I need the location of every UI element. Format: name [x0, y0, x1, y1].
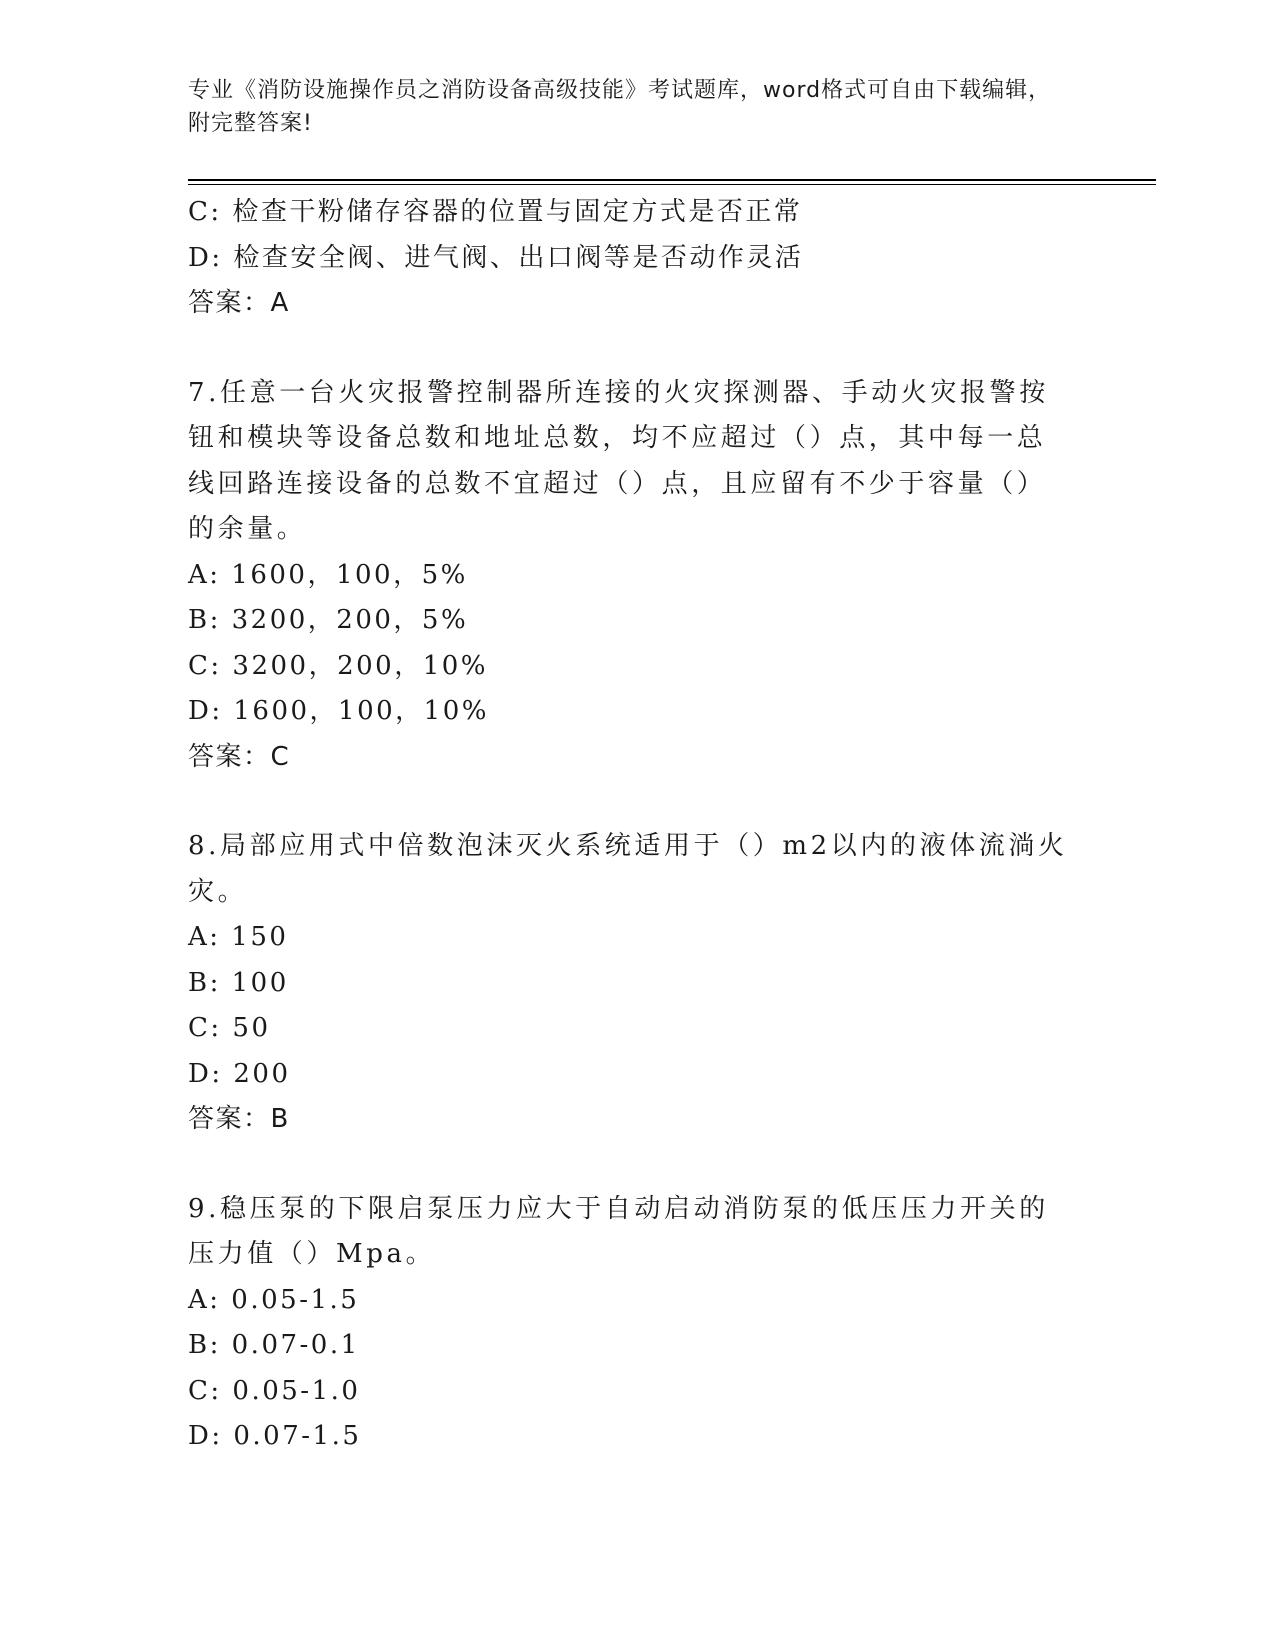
- question-9: [188, 1187, 1068, 1460]
- answer-line: 答案：C: [188, 741, 291, 772]
- question-stem: 8.局部应用式中倍数泡沫灭火系统适用于（）m2以内的液体流淌火灾。: [188, 831, 1068, 907]
- question-7: [188, 371, 1068, 781]
- option-a: A: 1600，100，5%: [188, 559, 468, 590]
- previous-question-tail: [188, 190, 1068, 327]
- option-b: B: 100: [188, 967, 289, 998]
- option-d: D: 1600，100，10%: [188, 696, 489, 726]
- option-c: C: 3200，200，10%: [188, 650, 489, 681]
- option-c: C: 50: [188, 1013, 271, 1043]
- question-content: [188, 190, 1068, 1460]
- question-stem: 7.任意一台火灾报警控制器所连接的火灾探测器、手动火灾报警按钮和模块等设备总数和地址总数，均不应超过（）点，其中每一总线回路连接设备的总数不宜超过（）点，且应留有不少于容量（）的余量。: [188, 377, 1049, 544]
- option-c: C: 检查干粉储存容器的位置与固定方式是否正常: [188, 197, 803, 227]
- header-divider-thick: [188, 179, 1156, 181]
- option-c: C: 0.05-1.0: [188, 1375, 361, 1406]
- question-8: [188, 824, 1068, 1143]
- option-d: D: 0.07-1.5: [188, 1421, 362, 1451]
- option-d: D: 检查安全阀、进气阀、出口阀等是否动作灵活: [188, 242, 804, 273]
- header-divider-thin: [188, 184, 1156, 185]
- option-b: B: 3200，200，5%: [188, 605, 469, 635]
- answer-line: 答案：A: [188, 288, 290, 318]
- question-stem: 9.稳压泵的下限启泵压力应大于自动启动消防泵的低压压力开关的压力值（）Mpa。: [188, 1193, 1049, 1269]
- option-a: A: 150: [188, 922, 289, 952]
- answer-line: 答案：B: [188, 1104, 290, 1134]
- option-b: B: 0.07-0.1: [188, 1330, 360, 1360]
- option-d: D: 200: [188, 1058, 291, 1089]
- document-header: 专业《消防设施操作员之消防设备高级技能》考试题库，word格式可自由下载编辑，附完整答案!: [188, 78, 1052, 136]
- option-a: A: 0.05-1.5: [188, 1284, 360, 1315]
